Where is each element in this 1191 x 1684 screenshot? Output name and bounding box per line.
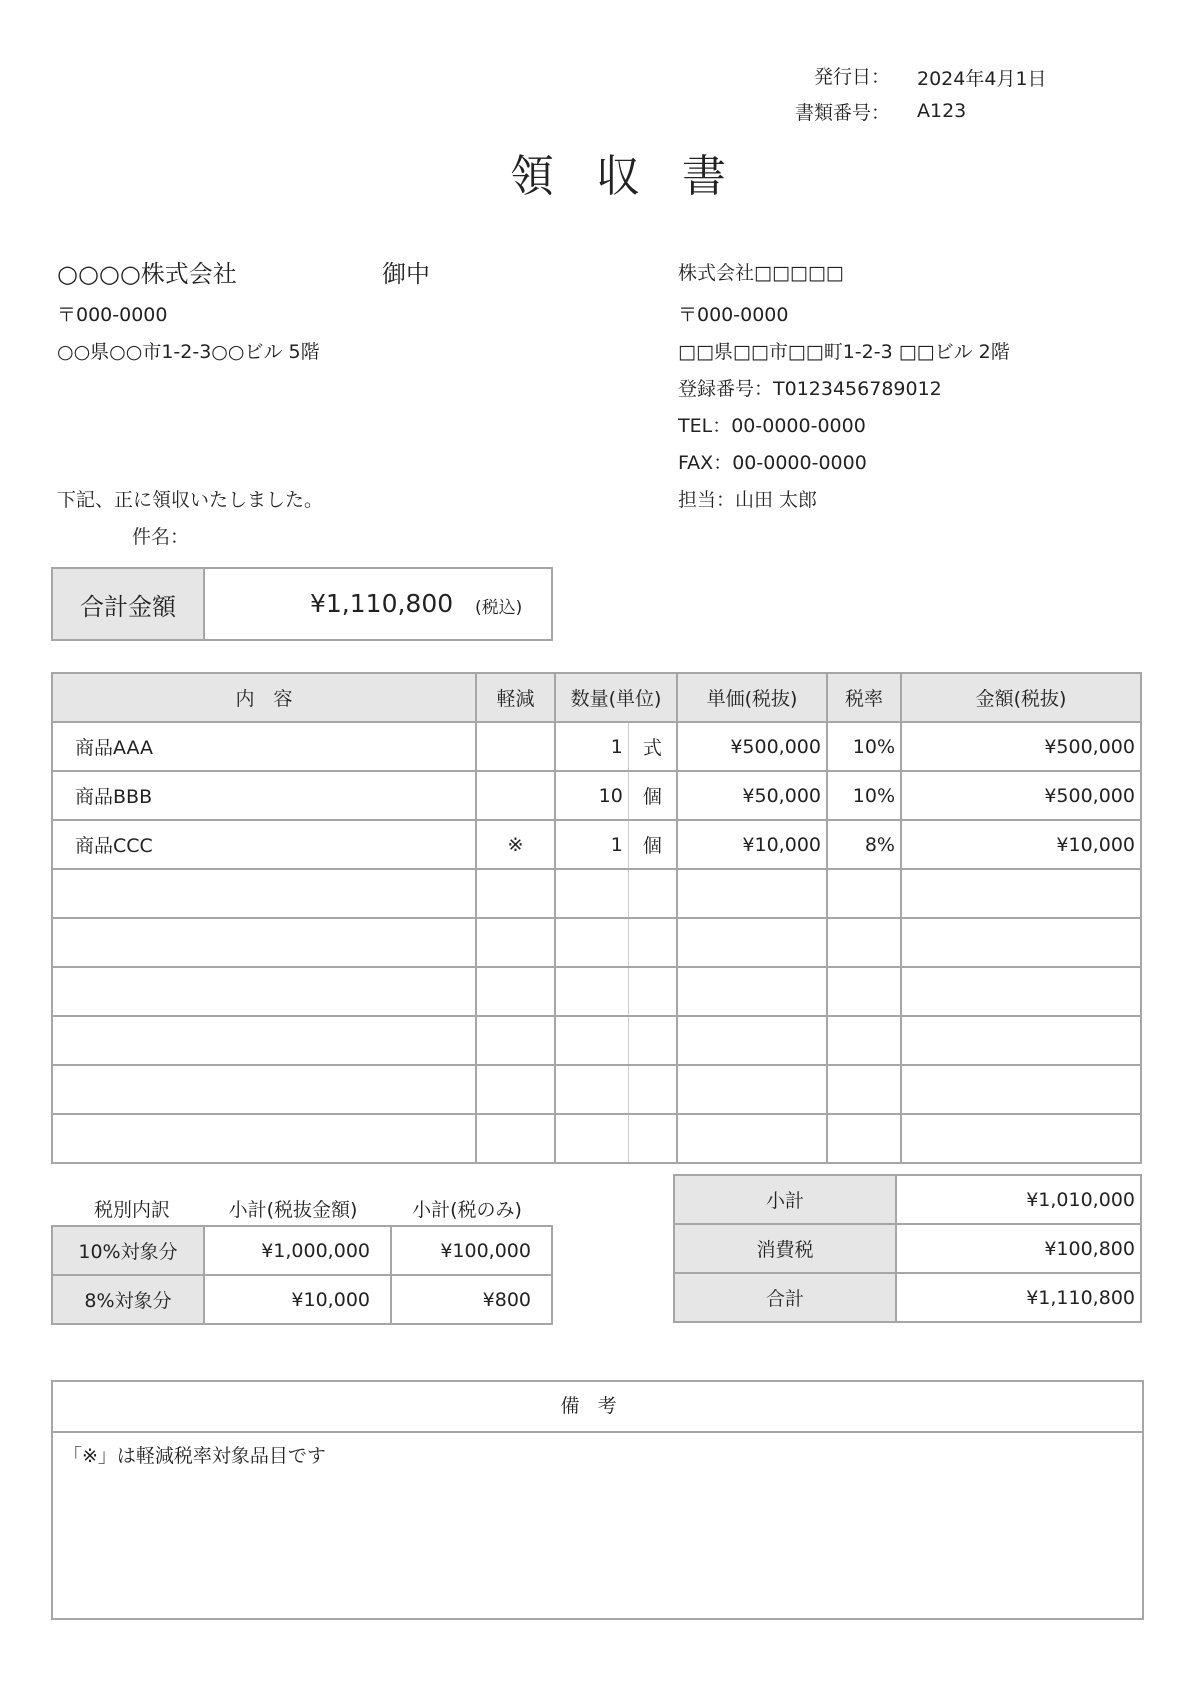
- item-reduced: [476, 1114, 555, 1163]
- summary-table: [673, 1174, 1142, 1323]
- item-unit: 個: [628, 820, 677, 869]
- header-reduced: 軽減: [476, 673, 555, 722]
- item-unit-price: [677, 1065, 827, 1114]
- recipient-name: ○○○○株式会社: [57, 260, 237, 288]
- subtotal-label: 小計: [674, 1175, 896, 1224]
- table-row: [52, 722, 1141, 771]
- subject-label: 件名：: [132, 526, 190, 548]
- issue-date-label: 発行日：: [813, 66, 890, 88]
- item-reduced: [476, 771, 555, 820]
- item-quantity: 10: [555, 771, 628, 820]
- table-row: [52, 1226, 552, 1275]
- item-unit: [628, 1114, 677, 1163]
- item-tax-rate: [827, 1016, 901, 1065]
- item-unit-price: [677, 1016, 827, 1065]
- table-row: [52, 771, 1141, 820]
- table-row: [52, 1065, 1141, 1114]
- item-amount: [901, 1065, 1141, 1114]
- item-reduced: ※: [476, 820, 555, 869]
- item-quantity: [555, 1065, 628, 1114]
- total-amount-value: ¥1,110,800: [310, 589, 454, 618]
- item-quantity: [555, 967, 628, 1016]
- grand-total-value: ¥1,110,800: [896, 1273, 1141, 1322]
- summary-row-total: [674, 1273, 1141, 1322]
- tax-category-tax: ¥800: [391, 1275, 552, 1324]
- item-description: 商品CCC: [52, 820, 476, 869]
- item-tax-rate: [827, 918, 901, 967]
- item-tax-rate: 10%: [827, 722, 901, 771]
- total-amount-cell: [204, 568, 552, 640]
- item-description: [52, 869, 476, 918]
- item-description: [52, 967, 476, 1016]
- table-row: [52, 1016, 1141, 1065]
- tax-breakdown-header-category: 税別内訳: [93, 1199, 170, 1221]
- issuer-postal: 〒000-0000: [678, 304, 789, 326]
- item-description: [52, 1016, 476, 1065]
- header-quantity-unit: 数量(単位): [555, 673, 677, 722]
- item-tax-rate: [827, 869, 901, 918]
- item-quantity: 1: [555, 722, 628, 771]
- item-unit: [628, 1065, 677, 1114]
- item-unit-price: [677, 967, 827, 1016]
- issuer-registration: 登録番号：T0123456789012: [678, 378, 942, 400]
- doc-number-label: 書類番号：: [794, 102, 890, 124]
- total-amount-box: [51, 567, 553, 641]
- total-amount-label: 合計金額: [52, 568, 204, 640]
- item-unit-price: [677, 918, 827, 967]
- item-unit-price: [677, 1114, 827, 1163]
- header-description: 内 容: [52, 673, 476, 722]
- table-row: [52, 820, 1141, 869]
- item-quantity: [555, 1016, 628, 1065]
- consumption-tax-label: 消費税: [674, 1224, 896, 1273]
- doc-number: A123: [917, 100, 967, 122]
- table-row: [52, 1114, 1141, 1163]
- items-header-row: [52, 673, 1141, 722]
- item-amount: ¥10,000: [901, 820, 1141, 869]
- tax-breakdown-header-subtotal: 小計(税抜金額): [228, 1199, 358, 1221]
- item-amount: [901, 1114, 1141, 1163]
- item-reduced: [476, 967, 555, 1016]
- item-reduced: [476, 869, 555, 918]
- consumption-tax-value: ¥100,800: [896, 1224, 1141, 1273]
- item-tax-rate: 8%: [827, 820, 901, 869]
- issuer-tel: TEL：00-0000-0000: [678, 415, 866, 437]
- item-amount: ¥500,000: [901, 771, 1141, 820]
- item-quantity: [555, 918, 628, 967]
- item-amount: [901, 869, 1141, 918]
- item-reduced: [476, 918, 555, 967]
- item-amount: [901, 967, 1141, 1016]
- item-unit-price: ¥10,000: [677, 820, 827, 869]
- recipient-address: ○○県○○市1-2-3○○ビル 5階: [57, 341, 320, 363]
- item-unit: [628, 918, 677, 967]
- item-quantity: [555, 1114, 628, 1163]
- recipient-honorific: 御中: [382, 260, 430, 288]
- issuer-name: 株式会社□□□□□: [678, 262, 844, 284]
- remarks-text: 「※」は軽減税率対象品目です: [63, 1445, 326, 1467]
- tax-category-subtotal: ¥10,000: [204, 1275, 391, 1324]
- item-description: 商品BBB: [52, 771, 476, 820]
- item-tax-rate: [827, 1065, 901, 1114]
- item-unit: 個: [628, 771, 677, 820]
- item-unit-price: [677, 869, 827, 918]
- summary-row-consumption-tax: [674, 1224, 1141, 1273]
- table-row: [52, 869, 1141, 918]
- item-unit: [628, 869, 677, 918]
- tax-breakdown-table: [51, 1225, 553, 1325]
- receipt-statement: 下記、正に領収いたしました。: [57, 489, 324, 511]
- tax-category-tax: ¥100,000: [391, 1226, 552, 1275]
- item-description: [52, 918, 476, 967]
- issue-date: 2024年4月1日: [917, 68, 1047, 90]
- summary-row-subtotal: [674, 1175, 1141, 1224]
- item-tax-rate: [827, 967, 901, 1016]
- tax-included-note: (税込): [475, 598, 523, 618]
- remarks-box: [51, 1380, 1144, 1620]
- header-unit-price: 単価(税抜): [677, 673, 827, 722]
- table-row: [52, 967, 1141, 1016]
- grand-total-label: 合計: [674, 1273, 896, 1322]
- item-reduced: [476, 1016, 555, 1065]
- item-tax-rate: [827, 1114, 901, 1163]
- issuer-fax: FAX：00-0000-0000: [678, 452, 867, 474]
- item-tax-rate: 10%: [827, 771, 901, 820]
- item-description: [52, 1114, 476, 1163]
- item-amount: ¥500,000: [901, 722, 1141, 771]
- remarks-header: 備考: [53, 1382, 1142, 1433]
- item-unit-price: ¥50,000: [677, 771, 827, 820]
- item-quantity: [555, 869, 628, 918]
- tax-category-subtotal: ¥1,000,000: [204, 1226, 391, 1275]
- item-reduced: [476, 722, 555, 771]
- item-description: 商品AAA: [52, 722, 476, 771]
- item-description: [52, 1065, 476, 1114]
- item-amount: [901, 918, 1141, 967]
- table-row: [52, 1275, 552, 1324]
- tax-breakdown-header-tax: 小計(税のみ): [412, 1199, 522, 1221]
- item-unit: 式: [628, 722, 677, 771]
- item-quantity: 1: [555, 820, 628, 869]
- tax-category-label: 8%対象分: [52, 1275, 204, 1324]
- tax-category-label: 10%対象分: [52, 1226, 204, 1275]
- header-amount: 金額(税抜): [901, 673, 1141, 722]
- item-unit: [628, 967, 677, 1016]
- item-amount: [901, 1016, 1141, 1065]
- table-row: [52, 918, 1141, 967]
- header-tax-rate: 税率: [827, 673, 901, 722]
- items-table: [51, 672, 1142, 1164]
- item-unit-price: ¥500,000: [677, 722, 827, 771]
- issuer-address: □□県□□市□□町1-2-3 □□ビル 2階: [678, 341, 1010, 363]
- recipient-postal: 〒000-0000: [57, 304, 168, 326]
- item-unit: [628, 1016, 677, 1065]
- item-reduced: [476, 1065, 555, 1114]
- page-title: 領 収 書: [510, 151, 740, 202]
- subtotal-value: ¥1,010,000: [896, 1175, 1141, 1224]
- issuer-contact: 担当：山田 太郎: [678, 489, 818, 511]
